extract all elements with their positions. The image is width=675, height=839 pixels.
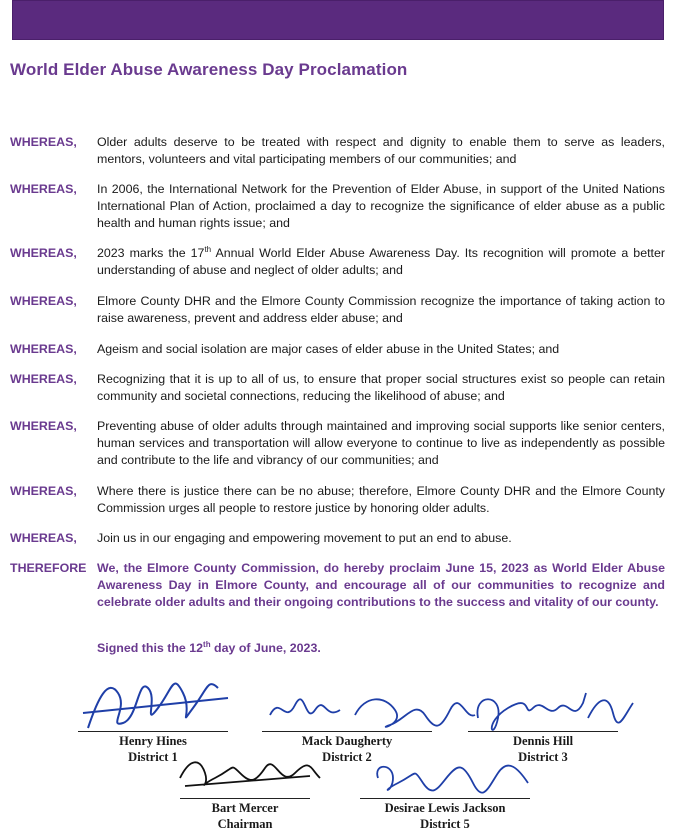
whereas-clause-7 [10, 418, 665, 469]
therefore-text: We, the Elmore County Commission, do hereby proclaim June 15, 2023 as World Elder Abuse Awareness Day in Elmore County, and encourage all of our communities to recognize and celebrate older adults and their ongoing contributions to the success and vitality of our county. [97, 561, 665, 609]
signature-block-3 [468, 733, 618, 765]
signatory-title: District 1 [128, 750, 178, 764]
signatory-name: Dennis Hill [512, 734, 574, 748]
clause-text: Ageism and social isolation are major cases of elder abuse in the United States; and [97, 342, 560, 356]
whereas-clause-6 [10, 371, 665, 405]
clause-text: 2023 marks the 17th Annual World Elder Abuse Awareness Day. Its recognition will promote a better understanding of abuse and neglect of older adults; and [97, 244, 665, 277]
signature-block-5 [360, 800, 530, 832]
therefore-label: THEREFORE [10, 561, 87, 575]
signatory-title: District 3 [518, 750, 568, 764]
header-banner [12, 0, 664, 40]
whereas-label: WHEREAS, [10, 419, 77, 433]
signatory-title: District 2 [322, 750, 372, 764]
whereas-clause-5 [10, 341, 665, 358]
signature-block-2 [262, 733, 432, 765]
whereas-clause-8 [10, 483, 665, 517]
signature-block-1 [78, 733, 228, 765]
clause-text: Elmore County DHR and the Elmore County Commission recognize the importance of taking action to raise awareness, prevent and address elder abuse; and [97, 294, 665, 325]
clause-text: Older adults deserve to be treated with respect and dignity to enable them to serve as leaders, mentors, volunteers and vital participating members of our communities; and [97, 135, 665, 166]
whereas-clause-4 [10, 293, 665, 327]
signed-date: Signed this the 12th day of June, 2023. [97, 639, 321, 655]
clause-text: Recognizing that it is up to all of us, to ensure that proper social structures exist so people can retain community and societal connections, reducing the likelihood of abuse; and [97, 372, 665, 403]
whereas-clause-2 [10, 181, 665, 232]
clause-text: In 2006, the International Network for the Prevention of Elder Abuse, in support of the United Nations International Plan of Action, proclaimed a day to recognize the significance of elder abuse as a public health and human rights issue; and [97, 182, 665, 230]
clause-text: Join us in our engaging and empowering movement to put an end to abuse. [97, 531, 512, 545]
signatory-name: Bart Mercer [211, 801, 279, 815]
whereas-clause-3 [10, 245, 665, 279]
signatory-title: District 5 [420, 817, 470, 831]
page-title: World Elder Abuse Awareness Day Proclamation [10, 60, 408, 79]
signatory-name: Henry Hines [119, 734, 187, 748]
whereas-clause-1 [10, 134, 665, 168]
signatory-title: Chairman [217, 817, 273, 831]
signatory-name: Desirae Lewis Jackson [384, 801, 506, 815]
whereas-label: WHEREAS, [10, 246, 77, 260]
whereas-label: WHEREAS, [10, 135, 77, 149]
whereas-label: WHEREAS, [10, 531, 77, 545]
signatory-name: Mack Daugherty [301, 734, 393, 748]
whereas-label: WHEREAS, [10, 182, 77, 196]
clause-text: Where there is justice there can be no abuse; therefore, Elmore County DHR and the Elmore County Commission urges all people to restore justice by honoring older adults. [97, 484, 665, 515]
signature-block-4 [180, 800, 310, 832]
clause-text: Preventing abuse of older adults through maintained and improving social supports like senior centers, human services and transportation will allow everyone to continue to live as independently as possible and contribute to the life and vibrancy of our communities; and [97, 419, 665, 467]
whereas-label: WHEREAS, [10, 294, 77, 308]
whereas-label: WHEREAS, [10, 372, 77, 386]
therefore-clause [10, 560, 665, 611]
signature-dennis-hill [468, 688, 638, 733]
whereas-label: WHEREAS, [10, 342, 77, 356]
whereas-clause-9 [10, 530, 665, 547]
whereas-label: WHEREAS, [10, 484, 77, 498]
